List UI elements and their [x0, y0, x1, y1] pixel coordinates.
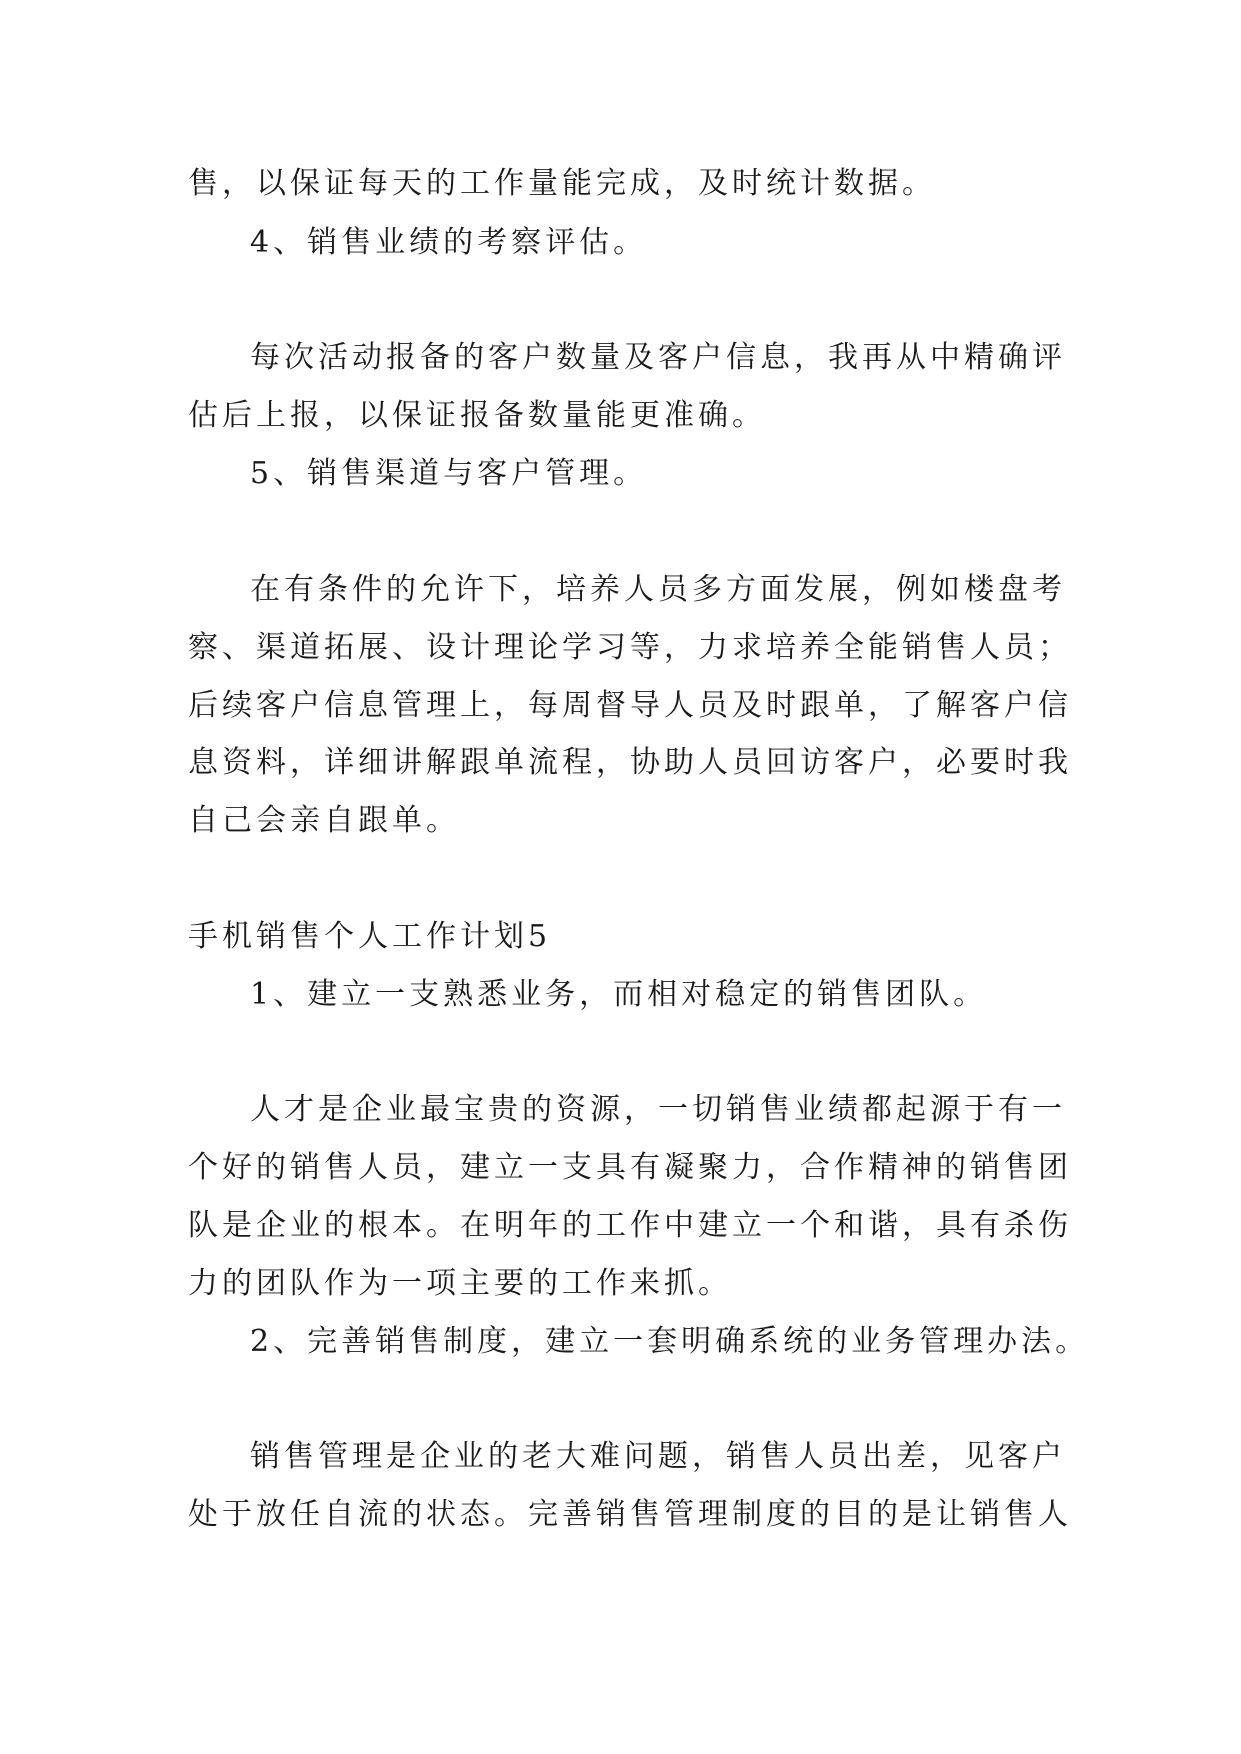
paragraph-line: 个好的销售人员，建立一支具有凝聚力，合作精神的销售团: [188, 1150, 1072, 1185]
paragraph-continuation-line: 售，以保证每天的工作量能完成，及时统计数据。: [188, 166, 936, 201]
paragraph-line: 察、渠道拓展、设计理论学习等，力求培养全能销售人员；: [188, 630, 1072, 665]
paragraph-line: 后续客户信息管理上，每周督导人员及时跟单，了解客户信: [188, 688, 1072, 723]
section-heading: 手机销售个人工作计划5: [188, 919, 552, 954]
list-item-5: 5、销售渠道与客户管理。: [250, 456, 648, 491]
paragraph-line: 自己会亲自跟单。: [188, 803, 460, 838]
paragraph-line: 息资料，详细讲解跟单流程，协助人员回访客户，必要时我: [188, 745, 1072, 780]
list-item-1: 1、建立一支熟悉业务，而相对稳定的销售团队。: [250, 977, 988, 1012]
paragraph-line: 力的团队作为一项主要的工作来抓。: [188, 1266, 732, 1301]
paragraph-line: 处于放任自流的状态。完善销售管理制度的目的是让销售人: [188, 1497, 1072, 1532]
paragraph-line: 队是企业的根本。在明年的工作中建立一个和谐，具有杀伤: [188, 1208, 1072, 1243]
list-item-2: 2、完善销售制度，建立一套明确系统的业务管理办法。: [250, 1324, 1090, 1359]
paragraph-line: 销售管理是企业的老大难问题，销售人员出差，见客户: [250, 1439, 1066, 1474]
paragraph-line: 在有条件的允许下，培养人员多方面发展，例如楼盘考: [250, 572, 1066, 607]
paragraph-line: 估后上报，以保证报备数量能更准确。: [188, 398, 766, 433]
paragraph-line: 人才是企业最宝贵的资源，一切销售业绩都起源于有一: [250, 1092, 1066, 1127]
paragraph-line: 每次活动报备的客户数量及客户信息，我再从中精确评: [250, 340, 1066, 375]
list-item-4: 4、销售业绩的考察评估。: [250, 225, 648, 260]
